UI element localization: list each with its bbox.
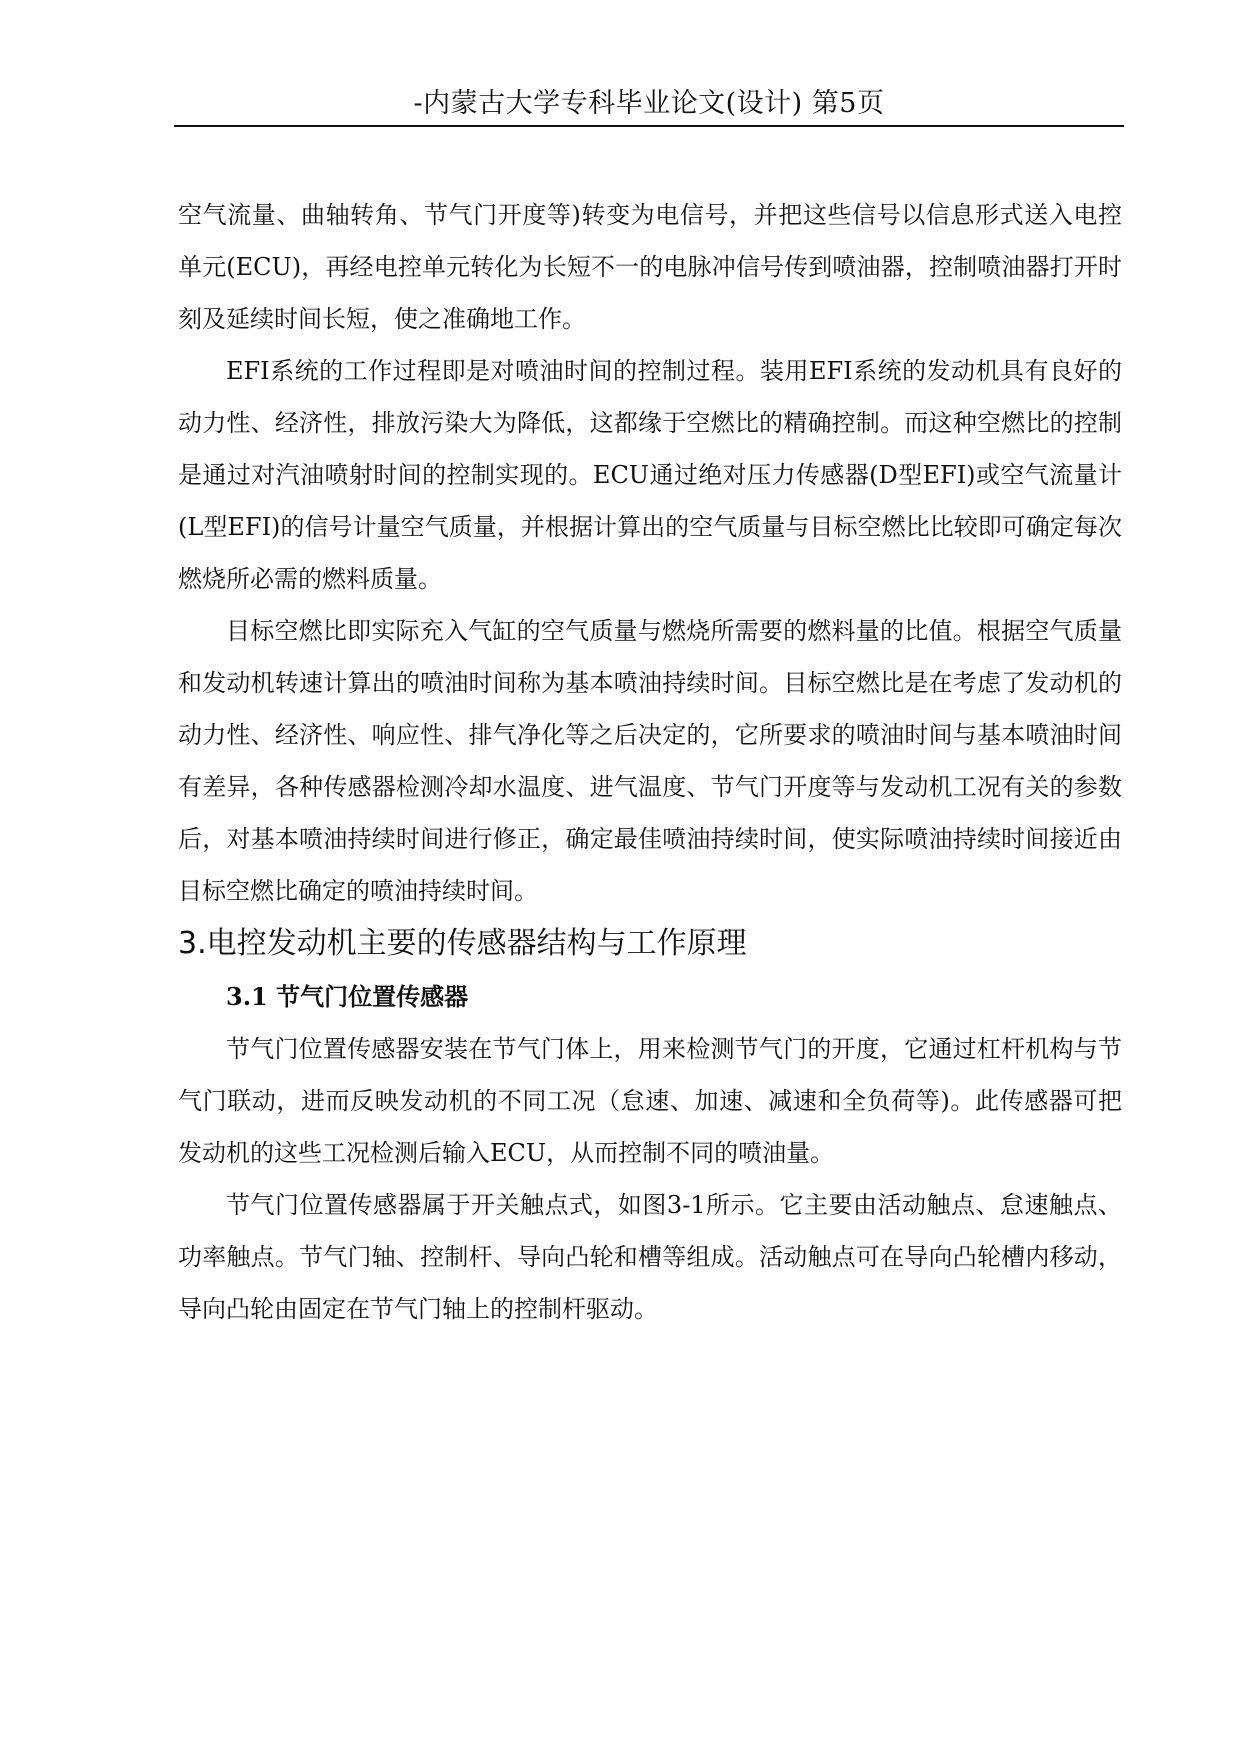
paragraph-1: 空气流量、曲轴转角、节气门开度等)转变为电信号，并把这些信号以信息形式送入电控单元(ECU)，再经电控单元转化为长短不一的电脉冲信号传到喷油器，控制喷油器打开时刻及延续时间长短，使之准确地工作。: [178, 201, 1122, 333]
document-body: [178, 189, 1122, 1335]
header-divider: [174, 125, 1124, 127]
paragraph-4: 节气门位置传感器安装在节气门体上，用来检测节气门的开度，它通过杠杆机构与节气门联动，进而反映发动机的不同工况（怠速、加速、减速和全负荷等)。此传感器可把发动机的这些工况检测后输入ECU，从而控制不同的喷油量。: [178, 1035, 1122, 1167]
subsection-heading: 3.1 节气门位置传感器: [226, 982, 469, 1011]
page-header: -内蒙古大学专科毕业论文(设计) 第5页: [413, 88, 885, 119]
paragraph-3: 目标空燃比即实际充入气缸的空气质量与燃烧所需要的燃料量的比值。根据空气质量和发动机转速计算出的喷油时间称为基本喷油持续时间。目标空燃比是在考虑了发动机的动力性、经济性、响应性、排气净化等之后决定的，它所要求的喷油时间与基本喷油时间有差异，各种传感器检测冷却水温度、进气温度、节气门开度等与发动机工况有关的参数后，对基本喷油持续时间进行修正，确定最佳喷油持续时间，使实际喷油持续时间接近由目标空燃比确定的喷油持续时间。: [178, 617, 1122, 905]
paragraph-2: EFI系统的工作过程即是对喷油时间的控制过程。装用EFI系统的发动机具有良好的动力性、经济性，排放污染大为降低，这都缘于空燃比的精确控制。而这种空燃比的控制是通过对汽油喷射时间的控制实现的。ECU通过绝对压力传感器(D型EFI)或空气流量计(L型EFI)的信号计量空气质量，并根据计算出的空气质量与目标空燃比比较即可确定每次燃烧所必需的燃料质量。: [178, 357, 1122, 593]
section-heading: 3.电控发动机主要的传感器结构与工作原理: [178, 926, 747, 961]
paragraph-5: 节气门位置传感器属于开关触点式，如图3-1所示。它主要由活动触点、怠速触点、功率触点。节气门轴、控制杆、导向凸轮和槽等组成。活动触点可在导向凸轮槽内移动，导向凸轮由固定在节气门轴上的控制杆驱动。: [178, 1191, 1122, 1323]
